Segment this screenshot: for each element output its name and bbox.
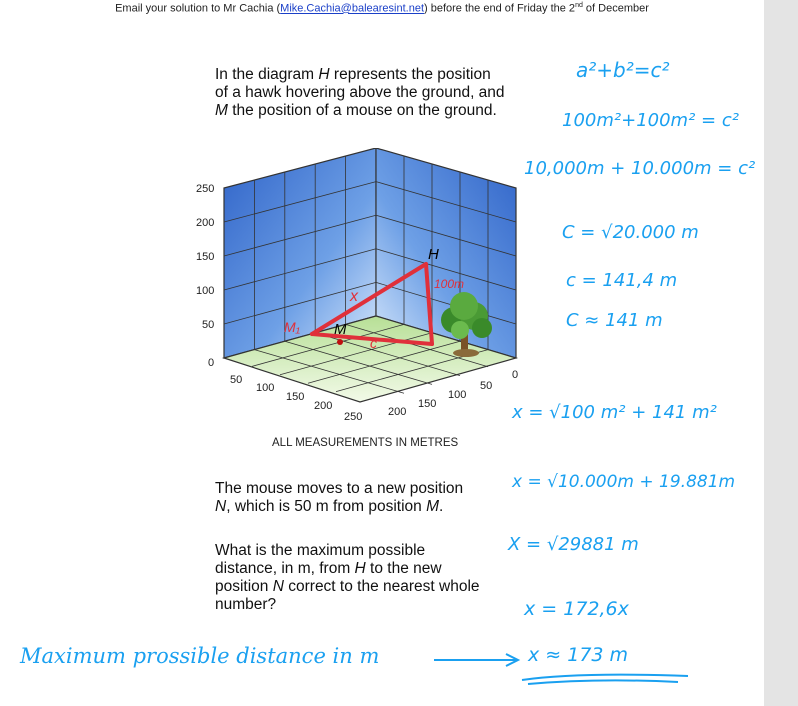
email-instructions: Email your solution to Mr Cachia (Mike.Cachia@balearesint.net) before the end of Friday the 2nd of December <box>115 2 649 15</box>
right-sidebar-panel <box>764 0 798 706</box>
hw-pythagoras: a²+b²=c² <box>576 58 670 82</box>
label-m: M <box>334 321 347 338</box>
email-link[interactable]: Mike.Cachia@balearesint.net <box>280 2 425 15</box>
annot-m1: M₁ <box>284 319 301 335</box>
hw-final-answer: x ≈ 173 m <box>528 644 629 666</box>
hw-step-8: X = √29881 m <box>508 534 639 555</box>
svg-text:50: 50 <box>202 319 215 331</box>
hw-step-4: c = 141,4 m <box>566 270 678 291</box>
hw-step-2: 10,000m + 10.000m = c² <box>524 158 756 179</box>
mouse-point <box>337 339 343 345</box>
svg-text:50: 50 <box>230 374 243 386</box>
svg-text:250: 250 <box>344 411 363 423</box>
svg-text:50: 50 <box>480 380 493 392</box>
y-axis-ticks <box>196 183 214 369</box>
question-intro: In the diagram H represents the position of a hawk hovering above the ground, and M the position of a mouse on the ground. <box>215 66 505 119</box>
svg-text:200: 200 <box>196 217 215 229</box>
svg-text:100: 100 <box>196 285 215 297</box>
svg-text:150: 150 <box>286 391 305 403</box>
3d-diagram <box>190 148 540 458</box>
arrow-icon <box>432 650 522 670</box>
svg-text:150: 150 <box>418 398 437 410</box>
hw-step-9: x = 172,6x <box>524 598 629 620</box>
question-move: The mouse moves to a new position N, which is 50 m from position M. <box>215 480 464 515</box>
hw-bottom-note: Maximum prossible distance in m <box>20 644 380 668</box>
svg-text:200: 200 <box>314 400 333 412</box>
hw-step-7: x = √10.000m + 19.881m <box>512 472 736 492</box>
hw-step-5: C ≈ 141 m <box>566 310 663 331</box>
question-ask: What is the maximum possible distance, in m, from H to the new position N correct to the nearest whole number? <box>215 542 480 613</box>
annot-100m: 100m <box>434 277 465 291</box>
hw-step-6: x = √100 m² + 141 m² <box>512 402 717 423</box>
svg-text:100: 100 <box>448 389 467 401</box>
svg-text:0: 0 <box>512 369 519 381</box>
hw-step-3: C = √20.000 m <box>562 222 699 243</box>
diagram-caption: ALL MEASUREMENTS IN METRES <box>272 437 459 449</box>
annot-c: c <box>370 335 377 351</box>
svg-text:250: 250 <box>196 183 215 195</box>
svg-text:100: 100 <box>256 382 275 394</box>
annot-x: x <box>350 288 358 305</box>
hw-step-1: 100m²+100m² = c² <box>562 110 739 131</box>
svg-text:200: 200 <box>388 406 407 418</box>
answer-underline <box>518 668 698 688</box>
label-h: H <box>428 246 439 263</box>
svg-text:150: 150 <box>196 251 215 263</box>
svg-text:0: 0 <box>208 357 215 369</box>
